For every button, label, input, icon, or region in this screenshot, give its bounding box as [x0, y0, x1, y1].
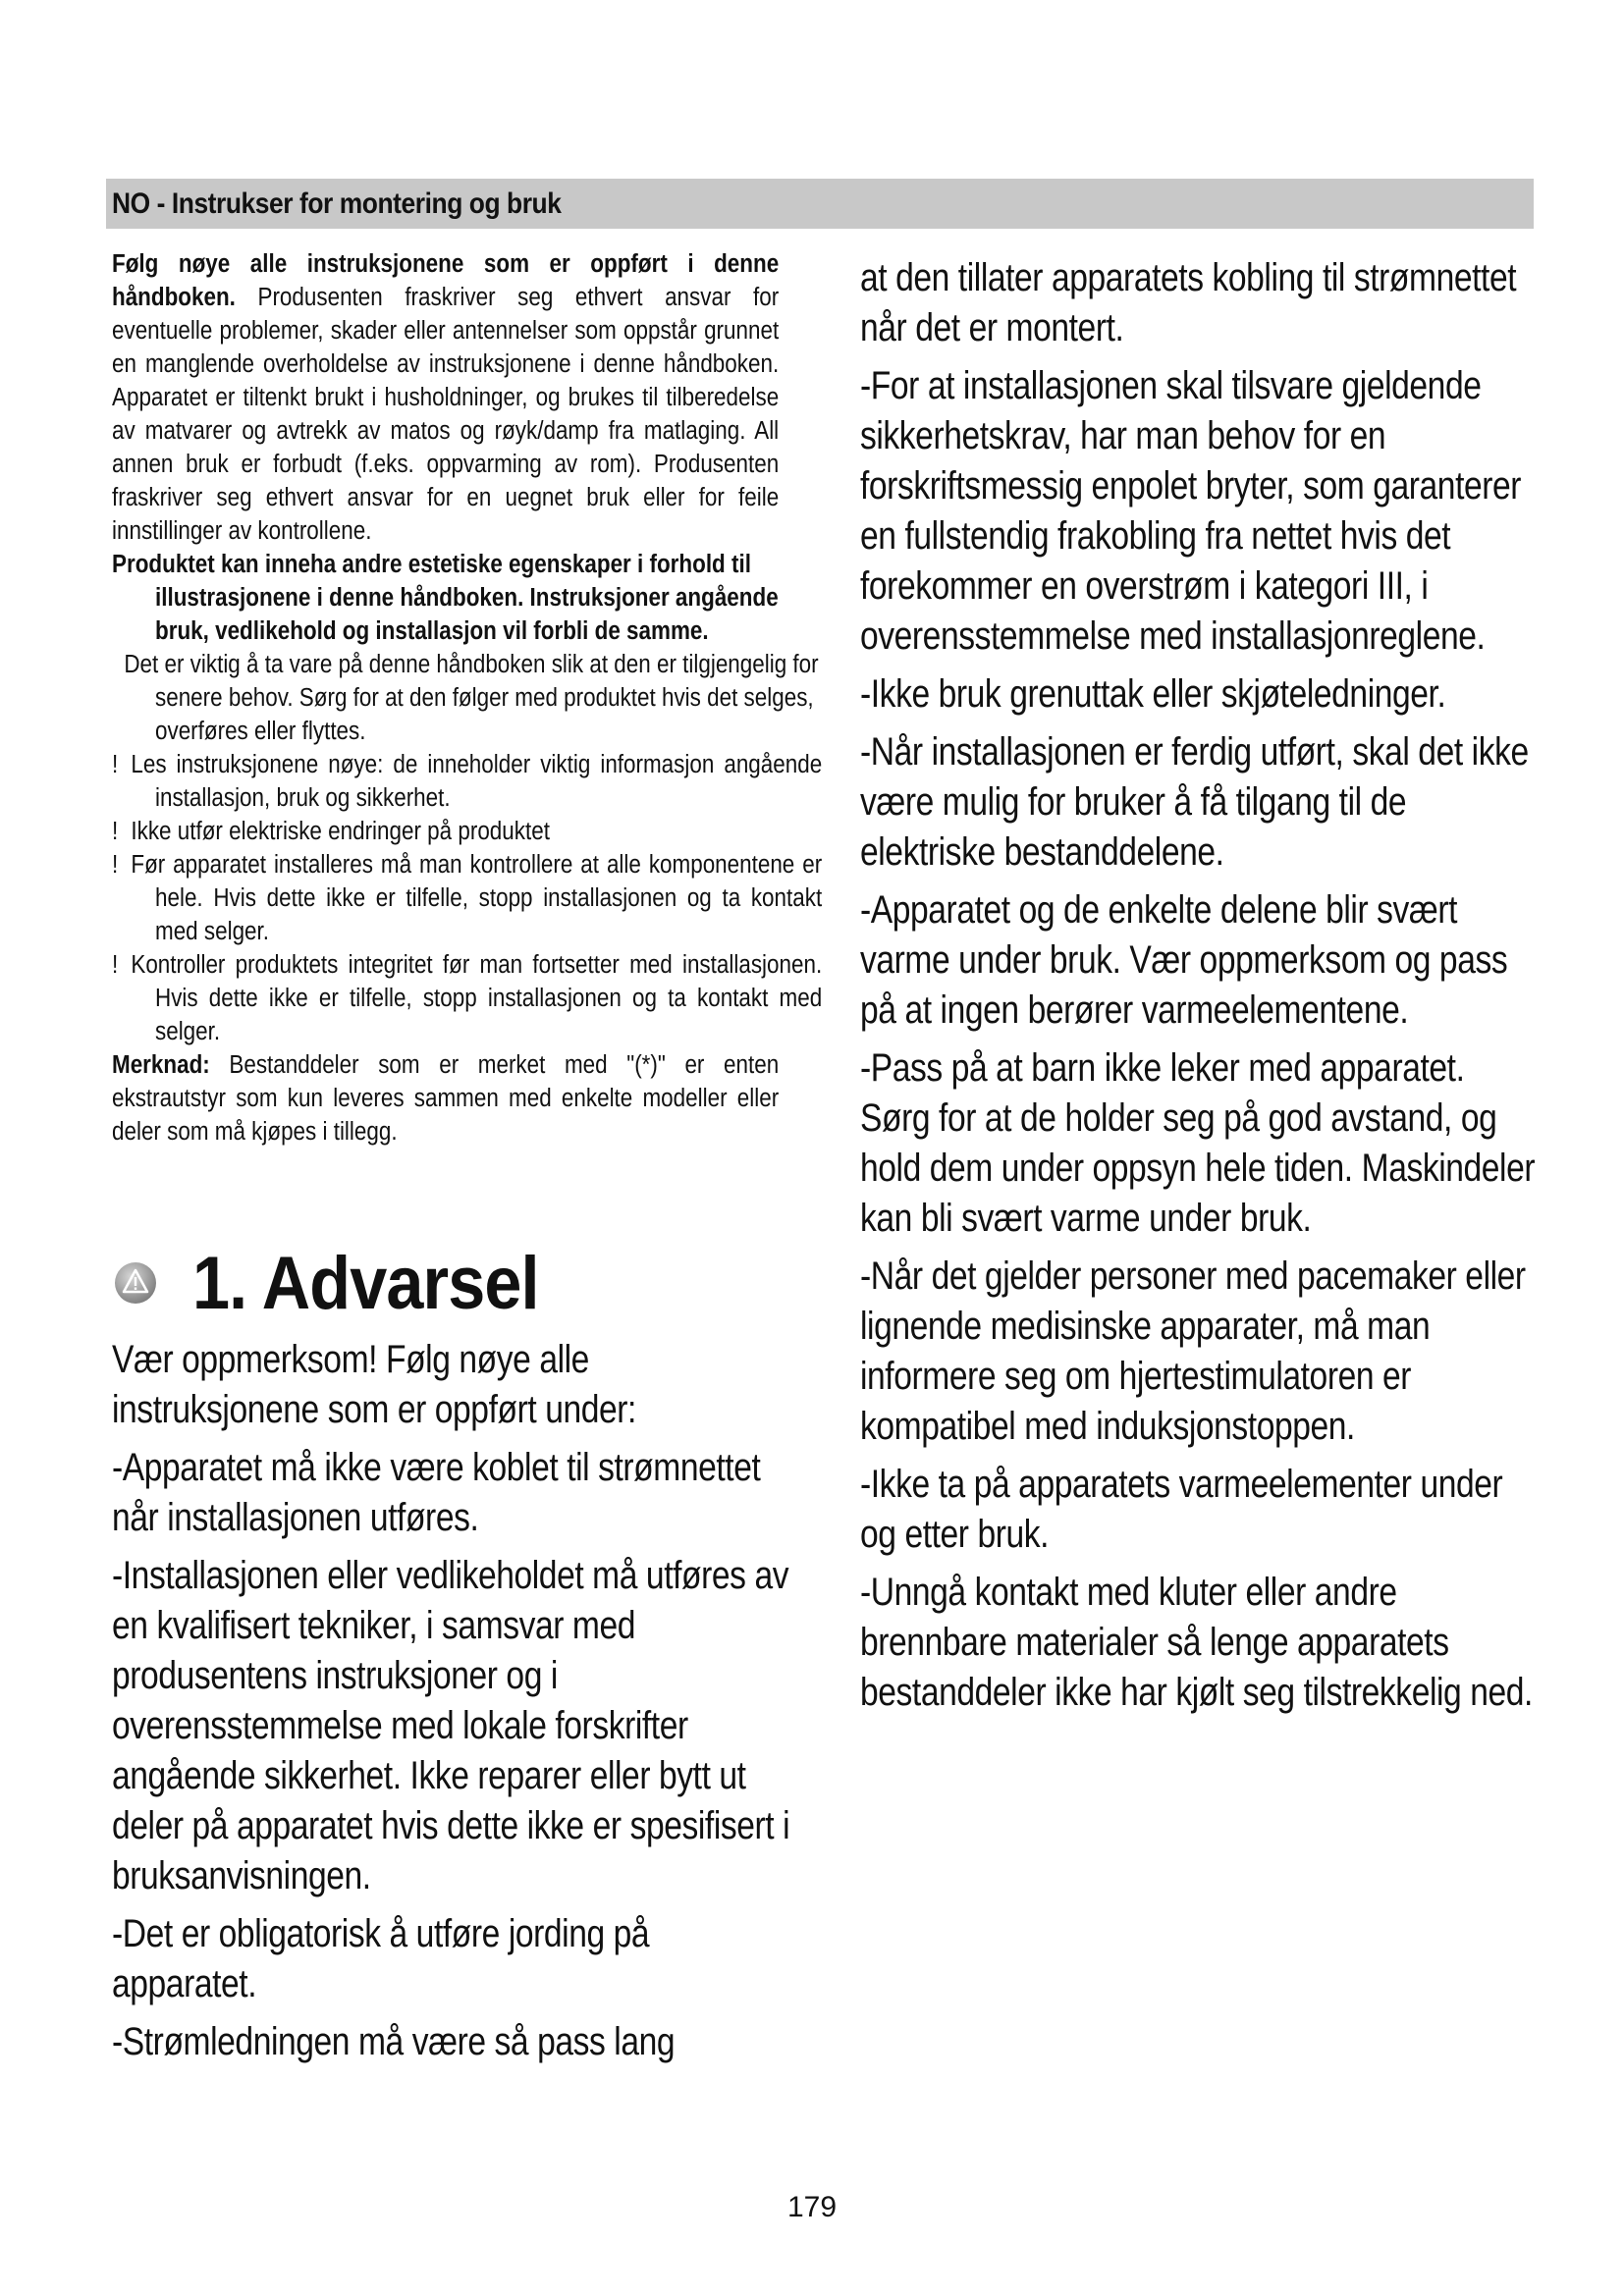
left-paragraph: -Det er obligatorisk å utføre jording på apparatet.: [112, 1912, 650, 2005]
keep-manual-note: Det er viktig å ta vare på denne håndboken slik at den er tilgjengelig for senere behov. Sørg for at den følger med produktet hvis det selges, overføres eller flyttes.: [124, 651, 819, 745]
left-paragraph: -Strømledningen må være så pass lang: [112, 2020, 676, 2063]
intro-paragraph: [112, 247, 779, 548]
warning-item: [112, 748, 822, 815]
warning-item: [112, 848, 822, 948]
right-paragraph: -Unngå kontakt med kluter eller andre brennbare materialer så lenge apparatets bestanddeler ikke har kjølt seg tilstrekkelig ned.: [860, 1571, 1533, 1714]
right-paragraph: -Ikke ta på apparatets varmeelementer under og etter bruk.: [860, 1463, 1503, 1556]
warning-text: Før apparatet installeres må man kontrollere at alle komponentene er hele. Hvis dette ikke er tilfelle, stopp installasjonen og ta kontakt med selger.: [131, 851, 823, 945]
intro-bold-lead: Følg nøye alle instruksjonene som er oppført i denne håndboken.: [112, 250, 780, 311]
warning-text: Kontroller produktets integritet før man fortsetter med installasjonen. Hvis dette ikke er tilfelle, stopp installasjonen og ta kontakt med selger.: [131, 951, 823, 1045]
left-column-large-text: [112, 1335, 799, 2075]
intro-text: Produsenten fraskriver seg ethvert ansvar for eventuelle problemer, skader eller antennelser som oppstår grunnet en manglende overholdelse av instruksjonene i denne håndboken. Apparatet er tiltenkt brukt i husholdninger, og brukes til tilberedelse av matvarer og avtrekk av matos og røyk/damp fra matlaging. All annen bruk er forbudt (f.eks. oppvarming av rom). Produsenten fraskriver seg ethvert ansvar for en uegnet bruk eller for feile innstillinger av kontrollene.: [112, 284, 780, 545]
exclamation-mark: !: [112, 951, 119, 979]
merknad-text: Bestanddeler som er merket med "(*)" er enten ekstrautstyr som kun leveres sammen med enkelte modeller eller deler som må kjøpes i tillegg.: [112, 1051, 780, 1146]
warning-item: [112, 948, 822, 1048]
header-title: NO - Instrukser for montering og bruk: [112, 187, 562, 220]
exclamation-mark: !: [112, 851, 119, 879]
right-paragraph: -Når det gjelder personer med pacemaker eller lignende medisinske apparater, må man informere seg om hjertestimulatoren er kompatibel med induksjonstoppen.: [860, 1255, 1526, 1448]
merknad-paragraph: [112, 1048, 779, 1148]
right-column-large-text: [860, 253, 1538, 1726]
left-column-small-text: [112, 247, 823, 1148]
exclamation-mark: !: [112, 751, 119, 778]
warning-item: [112, 815, 822, 848]
right-paragraph: -Når installasjonen er ferdig utført, skal det ikke være mulig for bruker å få tilgang til de elektriske bestanddelene.: [860, 730, 1529, 874]
right-paragraph: -Pass på at barn ikke leker med apparatet. Sørg for at de holder seg på god avstand, og hold dem under oppsyn hele tiden. Maskindeler kan bli svært varme under bruk.: [860, 1046, 1536, 1240]
section-header-bar: [106, 179, 1534, 229]
product-note: Produktet kan inneha andre estetiske egenskaper i forhold til illustrasjonene i denne håndboken. Instruksjoner angående bruk, vedlikehold og installasjon vil forbli de samme.: [112, 551, 779, 645]
warning-text: Les instruksjonene nøye: de inneholder viktig informasjon angående installasjon, bruk og sikkerhet.: [131, 751, 823, 812]
merknad-label: Merknad:: [112, 1051, 210, 1079]
left-paragraph: -Apparatet må ikke være koblet til strømnettet når installasjonen utføres.: [112, 1446, 761, 1539]
section-heading: [114, 1239, 577, 1327]
right-paragraph: at den tillater apparatets kobling til strømnettet når det er montert.: [860, 256, 1517, 349]
right-paragraph: -Ikke bruk grenuttak eller skjøteledninger.: [860, 672, 1446, 716]
page-number: 179: [786, 2191, 838, 2223]
left-paragraph: -Installasjonen eller vedlikeholdet må utføres av en kvalifisert tekniker, i samsvar med produsentens instruksjoner og i overensstemmelse med lokale forskrifter angående sikkerhet. Ikke reparer eller bytt ut deler på apparatet hvis dette ikke er spesifisert i bruksanvisningen.: [112, 1554, 790, 1897]
left-paragraph: Vær oppmerksom! Følg nøye alle instruksjonene som er oppført under:: [112, 1338, 636, 1431]
section-title: 1. Advarsel: [192, 1241, 539, 1325]
right-paragraph: -Apparatet og de enkelte delene blir svært varme under bruk. Vær oppmerksom og pass på at ingen berører varmeelementene.: [860, 888, 1508, 1032]
warning-triangle-icon: [114, 1261, 157, 1305]
warning-text: Ikke utfør elektriske endringer på produktet: [131, 818, 550, 845]
exclamation-mark: !: [112, 818, 119, 845]
right-paragraph: -For at installasjonen skal tilsvare gjeldende sikkerhetskrav, har man behov for en forskriftsmessig enpolet bryter, som garanterer en fullstendig frakobling fra nettet hvis det forekommer en overstrøm i kategori III, i overensstemmelse med installasjonreglene.: [860, 364, 1522, 658]
